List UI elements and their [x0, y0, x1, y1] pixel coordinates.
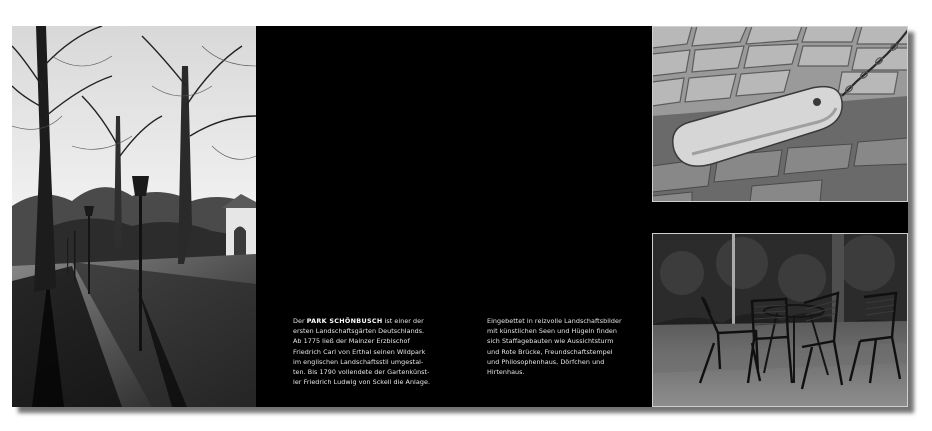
text-line: mit künstlichen Seen und Hügeln finden: [487, 327, 618, 336]
text-line: ler Friedrich Ludwig von Sckell die Anlage.: [293, 378, 431, 387]
garden-chairs-image: [652, 233, 908, 407]
text-column-2: [487, 316, 637, 377]
photo-garden-chairs: [652, 233, 908, 407]
stone-post-image: [652, 26, 908, 202]
photo-park-avenue: [12, 26, 256, 407]
text-line: und Rote Brücke, Freundschaftstempel: [487, 347, 613, 356]
park-name: PARK SCHÖNBUSCH: [306, 317, 383, 325]
text-line: und Philosophenhaus, Dörfchen und: [487, 357, 605, 366]
text-line: ersten Landschaftsgärten Deutschlands.: [293, 327, 425, 336]
park-avenue-image: [12, 26, 256, 407]
text-line: Hirtenhaus.: [487, 368, 525, 377]
lead-text: Der: [293, 317, 307, 325]
text-line: im englischen Landschaftsstil umgestal-: [293, 357, 424, 366]
text-line: ten. Bis 1790 vollendete der Gartenkünst-: [293, 368, 430, 377]
text-line: sich Staffagebauten wie Aussichtsturm: [487, 337, 614, 346]
book-spread: [12, 26, 908, 407]
text-column-1: [293, 316, 445, 387]
text-line: Eingebettet in reizvolle Landschaftsbilder: [487, 317, 622, 325]
text-line: Ab 1775 ließ der Mainzer Erzbischof: [293, 337, 410, 346]
text-line: Friedrich Carl von Erthal seinen Wildpark: [293, 347, 426, 356]
photo-stone-post: [652, 26, 908, 202]
text-line: ist einer der: [382, 317, 424, 325]
